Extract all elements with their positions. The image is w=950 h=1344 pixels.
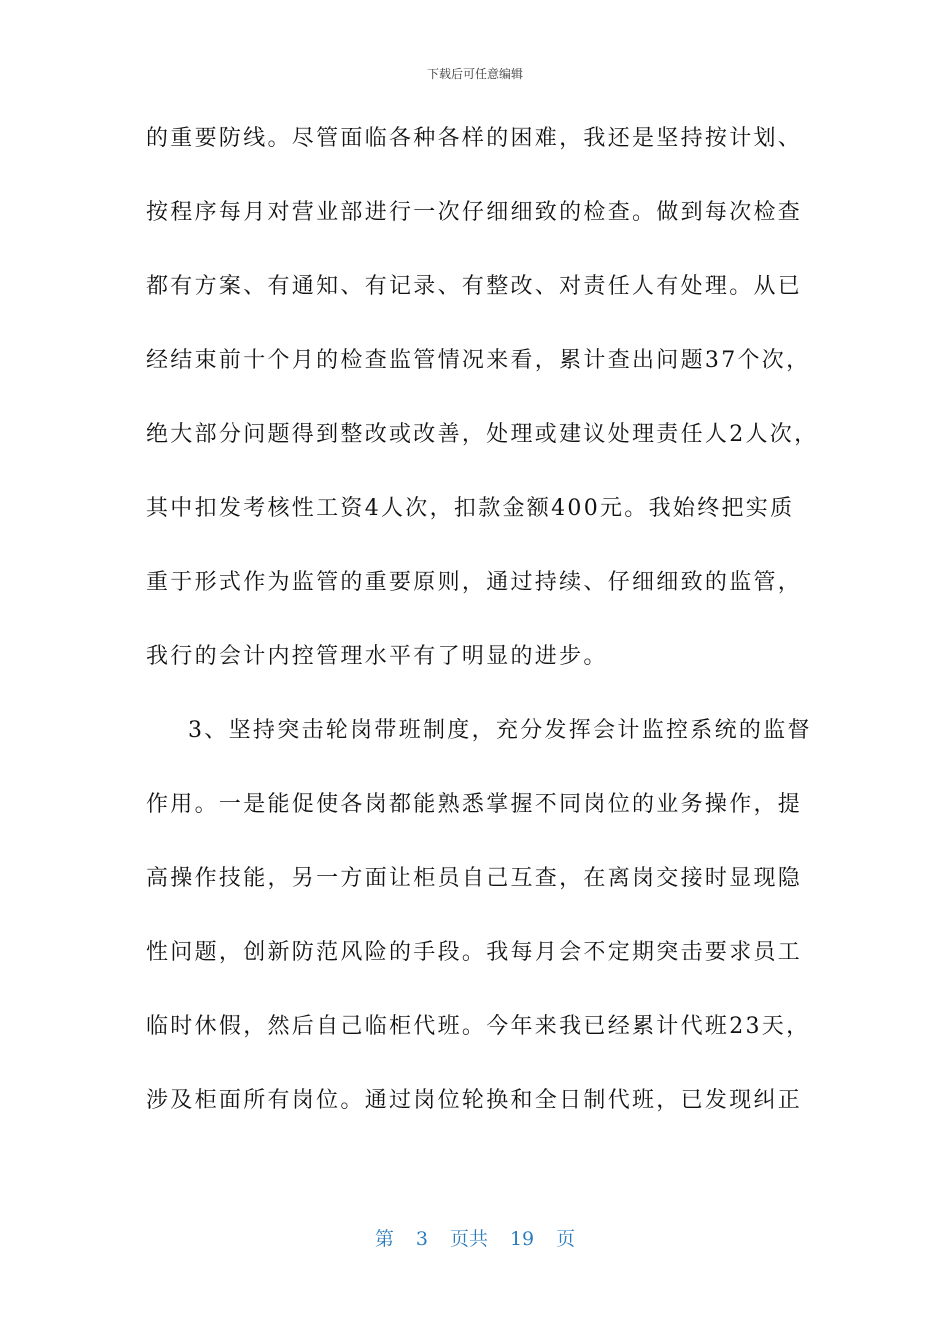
text-line: 性问题，创新防范风险的手段。我每月会不定期突击要求员工 <box>146 940 803 965</box>
page-header: 下载后可任意编辑 <box>426 67 523 81</box>
text-line: 绝大部分问题得到整改或改善，处理或建议处理责任人2人次， <box>146 422 819 447</box>
text-line: 重于形式作为监管的重要原则，通过持续、仔细细致的监管， <box>146 570 803 595</box>
text-line: 临时休假，然后自己临柜代班。今年来我已经累计代班23天， <box>146 1014 811 1039</box>
page-label-middle: 页共 <box>449 1228 488 1250</box>
text-line: 其中扣发考核性工资4人次，扣款金额400元。我始终把实质 <box>146 496 795 521</box>
text-line: 3、坚持突击轮岗带班制度，充分发挥会计监控系统的监督 <box>188 718 812 743</box>
text-line: 我行的会计内控管理水平有了明显的进步。 <box>146 644 608 669</box>
text-line: 都有方案、有通知、有记录、有整改、对责任人有处理。从已 <box>146 274 803 299</box>
page-footer <box>0 1226 950 1252</box>
text-line: 经结束前十个月的检查监管情况来看，累计查出问题37个次， <box>146 348 811 373</box>
text-line: 的重要防线。尽管面临各种各样的困难，我还是坚持按计划、 <box>146 126 803 151</box>
total-pages: 19 <box>509 1228 535 1250</box>
text-line: 高操作技能，另一方面让柜员自己互查，在离岗交接时显现隐 <box>146 866 803 891</box>
page-label-prefix: 第 <box>374 1228 394 1250</box>
document-body <box>146 120 819 1119</box>
page-label-suffix: 页 <box>556 1228 576 1250</box>
paragraph-1 <box>146 120 819 712</box>
page-number: 3 <box>415 1228 428 1250</box>
paragraph-2 <box>146 712 812 1119</box>
text-line: 涉及柜面所有岗位。通过岗位轮换和全日制代班，已发现纠正 <box>146 1088 803 1113</box>
text-line: 作用。一是能促使各岗都能熟悉掌握不同岗位的业务操作，提 <box>146 792 803 817</box>
text-line: 按程序每月对营业部进行一次仔细细致的检查。做到每次检查 <box>146 200 803 225</box>
